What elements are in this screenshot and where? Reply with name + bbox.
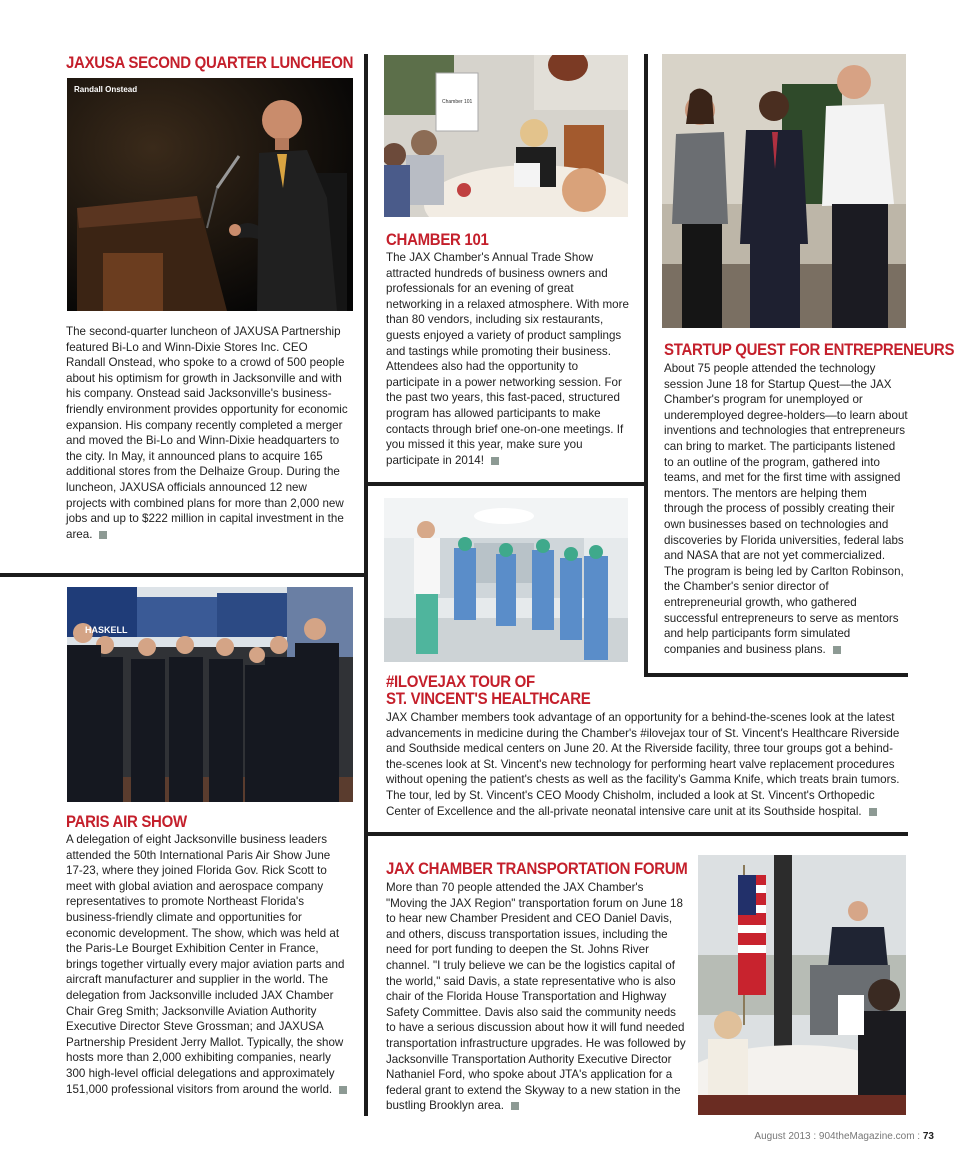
delegation-group-illustration <box>67 587 353 802</box>
startup-body-text: About 75 people attended the technology session June 18 for Startup Quest—the JAX Chamber's program for unemployed or underemployed degree-holders—to learn about inventions and technologies that entrepreneurs can bring to market. The participants listened to an outline of the program, gathered into teams, and met for the first time with assigned mentors. The mentors are helping them through the process of possibly creating their own businesses based on technologies and discoveries by Florida universities, federal labs and NASA that are not yet commercialized. The program is being led by Carlton Robinson, the Chamber's senior director of entrepreneurial growth, who gathered successful entrepreneurs to serve as mentors and help participants form simulated companies and business plans. <box>664 362 908 656</box>
end-square-icon <box>833 646 841 654</box>
luncheon-photo-caption: Randall Onstead <box>74 85 138 94</box>
end-square-icon <box>491 457 499 465</box>
page-footer <box>754 1131 934 1142</box>
tour-body-text: JAX Chamber members took advantage of an opportunity for a behind-the-scenes look at the latest advancements in medicine during the Chamber's #ilovejax tour of St. Vincent's Healthcare Riverside and Southside medical centers on June 20. At the Riverside facility, three tour groups got a behind-the-scenes look at St. Vincent's new technology for performing heart valve replacement procedures without opening the patient's chests as well as the facility's Gamma Knife, which treats brain tumors. The tour, led by St. Vincent's CEO Moody Chisholm, included a look at St. Vincent's Orthopedic Center of Excellence and the all-private neonatal intensive care unit at its Southside hospital. <box>386 711 900 818</box>
transport-body <box>386 880 688 1114</box>
startup-photo <box>662 54 906 328</box>
transport-heading: JAX CHAMBER TRANSPORTATION FORUM <box>386 860 688 879</box>
startup-heading: STARTUP QUEST FOR ENTREPRENEURS <box>664 341 955 360</box>
chamber101-heading: CHAMBER 101 <box>386 231 489 250</box>
luncheon-heading: JAXUSA SECOND QUARTER LUNCHEON <box>66 54 354 73</box>
chamber101-sign-text: Chamber 101 <box>442 99 473 105</box>
airshow-photo <box>67 587 353 802</box>
airshow-body-text: A delegation of eight Jacksonville business leaders attended the 50th International Paris Air Show June 17-23, where they joined Florida Gov. Rick Scott to meet with global aviation and aerospace company representatives to promote Northeast Florida's business-friendly climate and opportunities for economic development. The show, which was held at the Paris-Le Bourget Exhibition Center in France, brings together virtually every major aviation parts and aircraft manufacturer and supplier in the world. The delegation from Jacksonville included JAX Chamber Chair Greg Smith; Jacksonville Aviation Authority Executive Director Steve Grossman; and JAXUSA Partnership President Jerry Mallot. Typically, the show hosts more than 2,000 exhibiting companies, nearly 300 high-level official delegations and approximately 151,000 professional visitors from around the world. <box>66 833 345 1096</box>
divider-vertical-right <box>644 54 648 484</box>
airshow-body <box>66 832 350 1097</box>
tour-body <box>386 710 908 819</box>
startup-body <box>664 361 908 657</box>
transport-photo <box>698 855 906 1115</box>
footer-issue: August 2013 : 904theMagazine.com : <box>754 1131 921 1142</box>
divider-right-horizontal <box>644 673 908 677</box>
airshow-heading: PARIS AIR SHOW <box>66 813 187 832</box>
divider-left-horizontal <box>0 573 366 577</box>
divider-vertical-center <box>364 54 368 1116</box>
transport-body-text: More than 70 people attended the JAX Chamber's "Moving the JAX Region" transportation forum on June 18 to hear new Chamber President and CEO Daniel Davis, and others, discuss transportation issues, including the need for port funding to deepen the St. Johns River channel. "I truly believe we can be the logistics capital of the world," said Davis, a state representative who is also chair of the Florida House Transportation and Highway Safety Committee. Davis also said the community needs to have a serious discussion about how it will fund needed transportation infrastructure upgrades. He was followed by Jacksonville Transportation Authority Executive Director Nathaniel Ford, who spoke about JTA's application for a federal grant to extend the Skyway to a new station in the bustling Brooklyn area. <box>386 881 686 1113</box>
end-square-icon <box>511 1102 519 1110</box>
airshow-sign-text: HASKELL <box>85 625 128 635</box>
chamber101-body <box>386 250 629 468</box>
end-square-icon <box>869 808 877 816</box>
page-number: 73 <box>922 1131 934 1142</box>
operating-room-illustration <box>384 498 628 662</box>
chamber101-photo <box>384 55 628 217</box>
startup-group-illustration <box>662 54 906 328</box>
forum-speaker-illustration <box>698 855 906 1115</box>
divider-tour-bottom <box>366 832 908 836</box>
chamber101-body-text: The JAX Chamber's Annual Trade Show attracted hundreds of business owners and professionals for an evening of great networking in a relaxed atmosphere. With more than 80 vendors, including six restaurants, guests enjoyed a variety of product samplings and tastings while promoting their business. Attendees also had the opportunity to participate in a power networking session. For the past two years, this fast-paced, structured program has allowed participants to make contacts through brief one-on-one meetings. If you missed it this year, make sure you participate in 2014! <box>386 251 629 467</box>
end-square-icon <box>99 531 107 539</box>
speaker-podium-illustration <box>67 78 353 311</box>
tour-heading-line1: #ILOVEJAX TOUR OF <box>386 673 535 692</box>
divider-center-horizontal <box>366 482 648 486</box>
luncheon-body-text: The second-quarter luncheon of JAXUSA Partnership featured Bi-Lo and Winn-Dixie Stores Inc. CEO Randall Onstead, who spoke to a crowd of 500 people about his optimism for growth in Jacksonville and with his company. Onstead said Jacksonville's business-friendly environment provides opportunity for economic expansion. His company recently completed a merger and moved the Bi-Lo and Winn-Dixie headquarters to the city. In May, it announced plans to acquire 165 additional stores from the Delhaize Group. During the luncheon, JAXUSA officials announced 12 new projects with combined plans for more than 2,000 new jobs and up to $222 million in capital investment in the area. <box>66 325 348 541</box>
end-square-icon <box>339 1086 347 1094</box>
tour-heading-line2: ST. VINCENT'S HEALTHCARE <box>386 690 591 709</box>
trade-show-illustration <box>384 55 628 217</box>
luncheon-body <box>66 324 350 542</box>
luncheon-photo <box>67 78 353 311</box>
tour-photo <box>384 498 628 662</box>
divider-right-vertical-low <box>644 484 648 676</box>
